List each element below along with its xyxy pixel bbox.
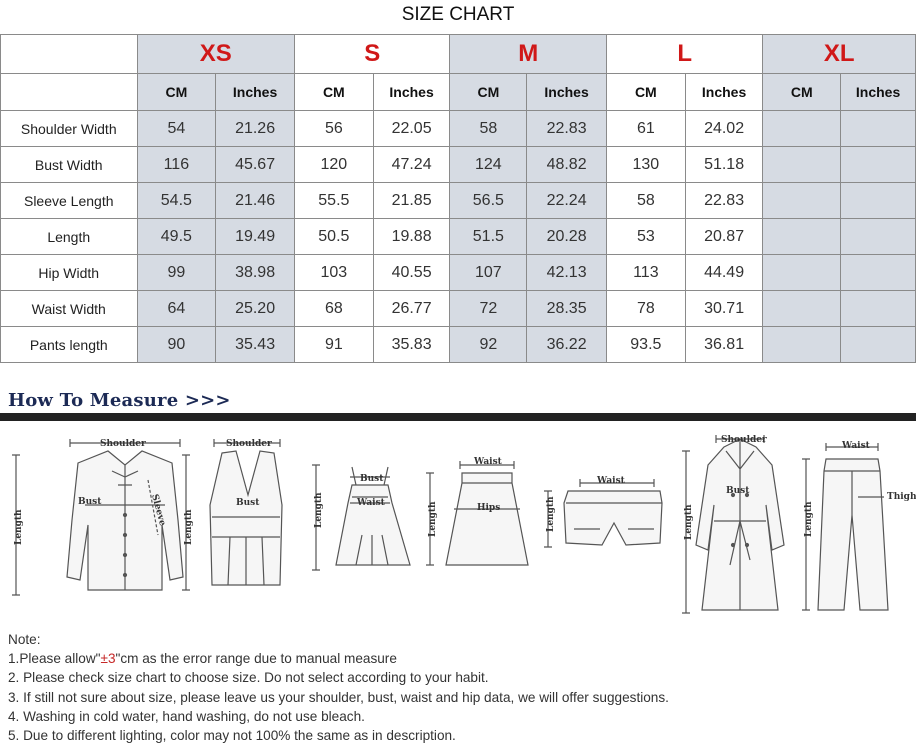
size-s: S bbox=[294, 35, 450, 74]
table-cell bbox=[763, 255, 841, 291]
coat-figure bbox=[682, 435, 784, 613]
table-cell bbox=[841, 111, 916, 147]
note-1-highlight: ±3 bbox=[100, 651, 116, 667]
how-to-measure-heading: How To Measure >>> bbox=[8, 390, 231, 411]
bust-label: Bust bbox=[78, 497, 102, 507]
table-row bbox=[1, 111, 916, 147]
corner-cell bbox=[1, 35, 138, 74]
table-cell: 21.85 bbox=[373, 183, 450, 219]
waist-label: Waist bbox=[842, 441, 870, 451]
unit-header-row bbox=[1, 74, 916, 111]
row-label: Sleeve Length bbox=[1, 183, 138, 219]
table-cell bbox=[841, 255, 916, 291]
table-cell bbox=[841, 219, 916, 255]
table-cell: 56.5 bbox=[450, 183, 527, 219]
table-cell: 38.98 bbox=[216, 255, 295, 291]
hips-label: Hips bbox=[477, 503, 501, 513]
table-cell: 93.5 bbox=[606, 327, 685, 363]
table-cell: 51.18 bbox=[685, 147, 763, 183]
unit-cm: CM bbox=[763, 74, 841, 111]
row-label: Bust Width bbox=[1, 147, 138, 183]
table-cell: 113 bbox=[606, 255, 685, 291]
table-row bbox=[1, 327, 916, 363]
unit-inches: Inches bbox=[685, 74, 763, 111]
table-cell bbox=[841, 147, 916, 183]
unit-cm: CM bbox=[450, 74, 527, 111]
size-xl: XL bbox=[763, 35, 916, 74]
table-cell bbox=[763, 183, 841, 219]
table-cell: 107 bbox=[450, 255, 527, 291]
waist-label: Waist bbox=[474, 457, 502, 467]
bust-label: Bust bbox=[236, 498, 260, 508]
measurement-illustrations bbox=[0, 425, 916, 625]
row-label: Waist Width bbox=[1, 291, 138, 327]
table-cell: 58 bbox=[450, 111, 527, 147]
table-cell: 90 bbox=[137, 327, 216, 363]
table-cell bbox=[763, 111, 841, 147]
table-cell: 20.87 bbox=[685, 219, 763, 255]
size-table bbox=[0, 34, 916, 363]
table-cell: 91 bbox=[294, 327, 373, 363]
size-header-row bbox=[1, 35, 916, 74]
table-cell: 24.02 bbox=[685, 111, 763, 147]
table-row bbox=[1, 183, 916, 219]
bust-label: Bust bbox=[360, 474, 384, 484]
table-cell: 21.46 bbox=[216, 183, 295, 219]
table-cell: 58 bbox=[606, 183, 685, 219]
table-cell: 28.35 bbox=[527, 291, 607, 327]
note-5: 5. Due to different lighting, color may not 100% the same as in description. bbox=[8, 728, 456, 744]
table-cell: 78 bbox=[606, 291, 685, 327]
table-cell: 99 bbox=[137, 255, 216, 291]
length-label: Length bbox=[684, 504, 694, 540]
table-cell: 30.71 bbox=[685, 291, 763, 327]
table-cell: 68 bbox=[294, 291, 373, 327]
shoulder-label: Shoulder bbox=[100, 439, 146, 449]
unit-cm: CM bbox=[294, 74, 373, 111]
table-row bbox=[1, 147, 916, 183]
table-cell: 72 bbox=[450, 291, 527, 327]
bust-label: Bust bbox=[726, 486, 750, 496]
waist-label: Waist bbox=[597, 476, 625, 486]
table-cell: 124 bbox=[450, 147, 527, 183]
note-4: 4. Washing in cold water, hand washing, do not use bleach. bbox=[8, 708, 365, 724]
table-cell: 22.83 bbox=[527, 111, 607, 147]
table-cell: 92 bbox=[450, 327, 527, 363]
table-cell: 22.05 bbox=[373, 111, 450, 147]
table-cell bbox=[763, 327, 841, 363]
table-cell: 42.13 bbox=[527, 255, 607, 291]
table-cell: 48.82 bbox=[527, 147, 607, 183]
row-label: Shoulder Width bbox=[1, 111, 138, 147]
note-2: 2. Please check size chart to choose size. Do not select according to your habit. bbox=[8, 670, 489, 686]
note-1-post: "cm as the error range due to manual measure bbox=[115, 651, 397, 667]
table-cell: 22.24 bbox=[527, 183, 607, 219]
shoulder-label: Shoulder bbox=[226, 439, 272, 449]
table-row bbox=[1, 291, 916, 327]
table-cell: 36.81 bbox=[685, 327, 763, 363]
unit-inches: Inches bbox=[373, 74, 450, 111]
table-cell: 20.28 bbox=[527, 219, 607, 255]
table-cell: 40.55 bbox=[373, 255, 450, 291]
note-1-pre: 1.Please allow" bbox=[8, 651, 101, 667]
table-cell bbox=[841, 291, 916, 327]
skirt-figure bbox=[426, 461, 528, 565]
chart-title: SIZE CHART bbox=[401, 4, 515, 25]
table-cell: 51.5 bbox=[450, 219, 527, 255]
unit-cm: CM bbox=[137, 74, 216, 111]
table-row bbox=[1, 255, 916, 291]
table-cell: 36.22 bbox=[527, 327, 607, 363]
table-cell: 49.5 bbox=[137, 219, 216, 255]
heading-divider bbox=[0, 413, 916, 421]
note-1 bbox=[8, 649, 669, 668]
table-cell: 19.88 bbox=[373, 219, 450, 255]
table-row bbox=[1, 219, 916, 255]
table-cell: 54 bbox=[137, 111, 216, 147]
notes-heading: Note: bbox=[8, 632, 41, 647]
unit-inches: Inches bbox=[527, 74, 607, 111]
unit-cm: CM bbox=[606, 74, 685, 111]
table-cell: 116 bbox=[137, 147, 216, 183]
shoulder-label: Shoulder bbox=[721, 435, 767, 445]
table-cell: 22.83 bbox=[685, 183, 763, 219]
table-cell: 19.49 bbox=[216, 219, 295, 255]
shorts-figure bbox=[544, 479, 662, 547]
corner-cell bbox=[1, 74, 138, 111]
table-cell: 130 bbox=[606, 147, 685, 183]
table-cell bbox=[841, 183, 916, 219]
length-label: Length bbox=[804, 501, 814, 537]
table-cell: 45.67 bbox=[216, 147, 295, 183]
table-cell: 120 bbox=[294, 147, 373, 183]
table-cell bbox=[763, 219, 841, 255]
table-cell: 55.5 bbox=[294, 183, 373, 219]
table-cell: 44.49 bbox=[685, 255, 763, 291]
table-cell: 56 bbox=[294, 111, 373, 147]
tank-top-figure bbox=[182, 439, 282, 590]
table-cell: 26.77 bbox=[373, 291, 450, 327]
unit-inches: Inches bbox=[841, 74, 916, 111]
row-label: Length bbox=[1, 219, 138, 255]
table-cell bbox=[841, 327, 916, 363]
length-label: Length bbox=[428, 501, 438, 537]
table-cell: 54.5 bbox=[137, 183, 216, 219]
table-cell: 47.24 bbox=[373, 147, 450, 183]
size-l: L bbox=[606, 35, 763, 74]
trousers-figure bbox=[802, 443, 888, 610]
waist-label: Waist bbox=[357, 498, 385, 508]
size-m: M bbox=[450, 35, 607, 74]
row-label: Hip Width bbox=[1, 255, 138, 291]
length-label: Length bbox=[314, 492, 324, 528]
notes-section bbox=[8, 630, 669, 745]
table-cell: 53 bbox=[606, 219, 685, 255]
sleeve-label: Sleeve bbox=[149, 493, 168, 528]
row-label: Pants length bbox=[1, 327, 138, 363]
table-cell bbox=[763, 291, 841, 327]
table-cell: 103 bbox=[294, 255, 373, 291]
table-cell: 35.43 bbox=[216, 327, 295, 363]
size-xs: XS bbox=[137, 35, 294, 74]
thigh-label: Thigh bbox=[887, 492, 916, 502]
table-cell: 61 bbox=[606, 111, 685, 147]
table-cell: 35.83 bbox=[373, 327, 450, 363]
table-cell: 64 bbox=[137, 291, 216, 327]
table-cell: 25.20 bbox=[216, 291, 295, 327]
length-label: Length bbox=[546, 496, 556, 532]
length-label: Length bbox=[184, 509, 194, 545]
note-3: 3. If still not sure about size, please leave us your shoulder, bust, waist and hip data, we will offer suggestions. bbox=[8, 689, 669, 705]
table-cell: 21.26 bbox=[216, 111, 295, 147]
length-label: Length bbox=[14, 509, 24, 545]
unit-inches: Inches bbox=[216, 74, 295, 111]
table-cell bbox=[763, 147, 841, 183]
table-cell: 50.5 bbox=[294, 219, 373, 255]
